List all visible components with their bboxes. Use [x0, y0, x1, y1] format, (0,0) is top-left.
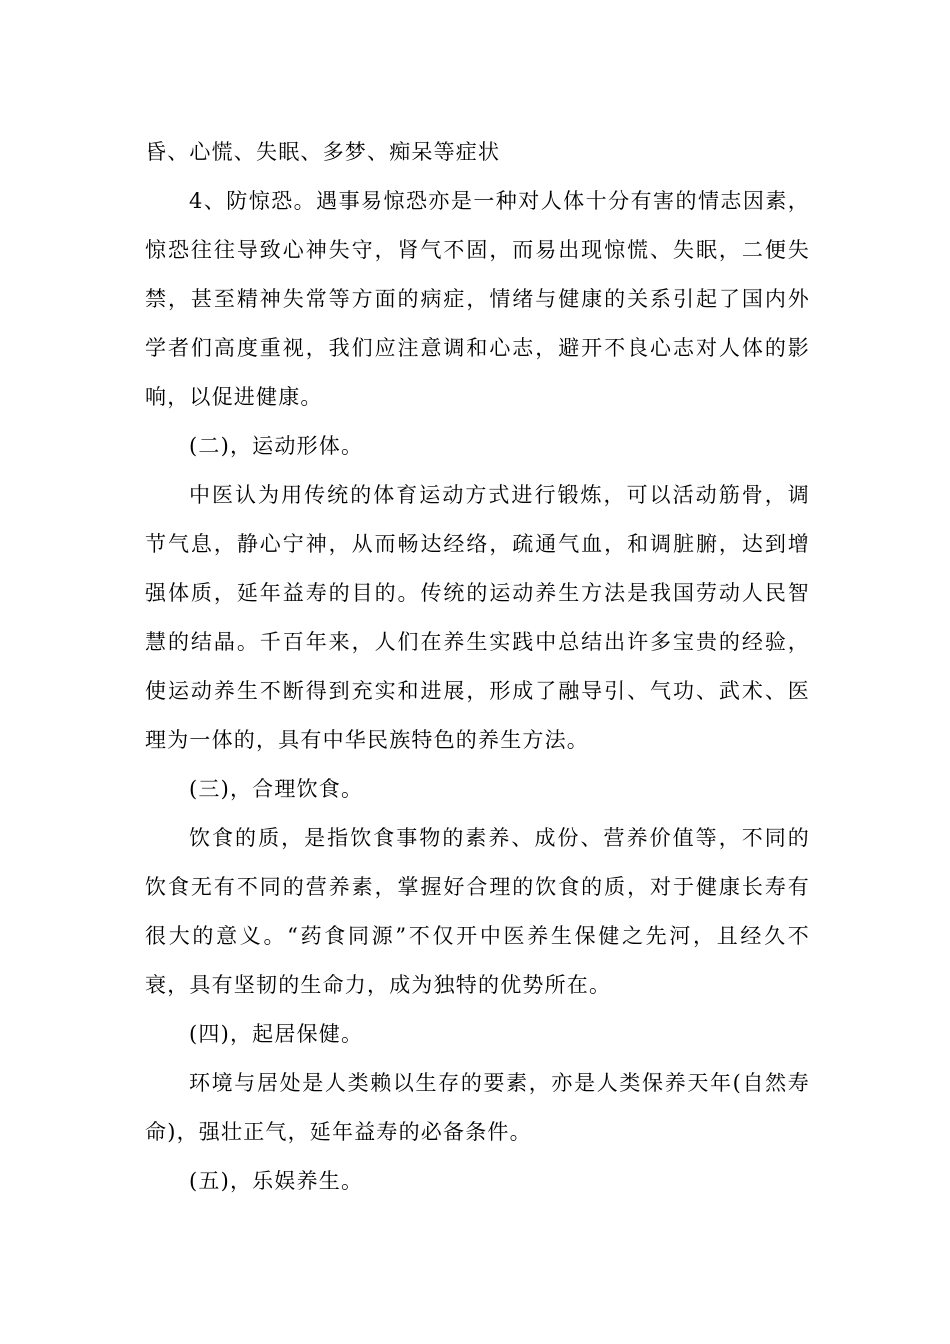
paragraph-living: 环境与居处是人类赖以生存的要素，亦是人类保养天年(自然寿命)，强壮正气，延年益寿的必备条件。 [145, 1071, 810, 1144]
paragraph-diet: 饮食的质，是指饮食事物的素养、成份、营养价值等，不同的饮食无有不同的营养素，掌握好合理的饮食的质，对于健康长寿有很大的意义。“药食同源”不仅开中医养生保健之先河，且经久不衰，具有坚韧的生命力，成为独特的优势所在。 [145, 826, 810, 997]
document-page [145, 128, 810, 1206]
paragraph-exercise: 中医认为用传统的体育运动方式进行锻炼，可以活动筋骨，调节气息，静心宁神，从而畅达经络，疏通气血，和调脏腑，达到增强体质，延年益寿的目的。传统的运动养生方法是我国劳动人民智慧的结晶。千百年来，人们在养生实践中总结出许多宝贵的经验，使运动养生不断得到充实和进展，形成了融导引、气功、武术、医理为一体的，具有中华民族特色的养生方法。 [145, 483, 810, 752]
section-heading-recreation: (五)，乐娱养生。 [189, 1169, 364, 1193]
paragraph-continuation: 昏、心慌、失眠、多梦、痴呆等症状 [145, 140, 501, 164]
paragraph-prevent-fright: 4、防惊恐。遇事易惊恐亦是一种对人体十分有害的情志因素，惊恐往往导致心神失守，肾气不固，而易出现惊慌、失眠，二便失禁，甚至精神失常等方面的病症，情绪与健康的关系引起了国内外学者们高度重视，我们应注意调和心志，避开不良心志对人体的影响，以促进健康。 [145, 189, 810, 409]
section-heading-diet: (三)，合理饮食。 [189, 777, 364, 801]
section-heading-living: (四)，起居保健。 [189, 1022, 364, 1046]
section-heading-exercise: (二)，运动形体。 [189, 434, 364, 458]
